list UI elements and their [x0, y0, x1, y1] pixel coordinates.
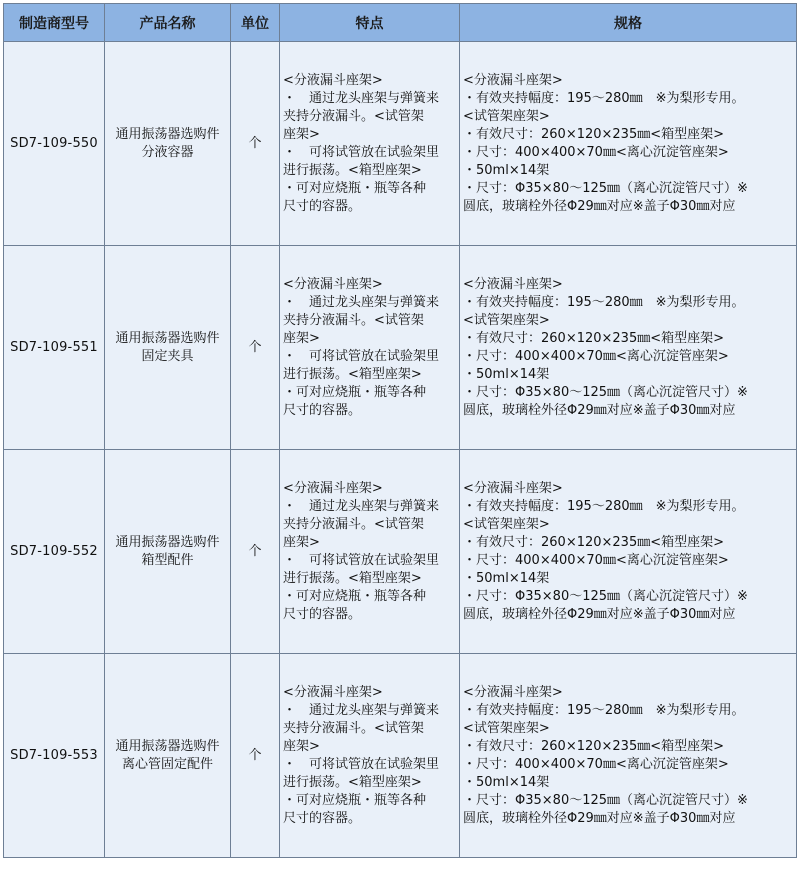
product-name-line2: 分液容器 [141, 144, 194, 160]
table-body [4, 42, 797, 858]
cell-model-code: SD7-109-553 [4, 654, 105, 858]
cell-features: <分液漏斗座架> ・ 通过龙头座架与弹簧来 夹持分液漏斗。<试管架 座架> ・ 可将试管放在试验架里 进行振荡。<箱型座架> ・可对应烧瓶・瓶等各种 尺寸的容器。 [280, 654, 460, 858]
table-row [4, 450, 797, 654]
product-name-line1: 通用振荡器选购件 [115, 534, 220, 550]
product-spec-table [3, 3, 797, 858]
header-features: 特点 [280, 4, 460, 42]
product-name-line1: 通用振荡器选购件 [115, 330, 220, 346]
cell-unit: 个 [231, 246, 280, 450]
cell-product-name [105, 450, 231, 654]
header-code: 制造商型号 [4, 4, 105, 42]
header-unit: 单位 [231, 4, 280, 42]
cell-unit: 个 [231, 450, 280, 654]
table-header [4, 4, 797, 42]
cell-unit: 个 [231, 42, 280, 246]
cell-product-name [105, 42, 231, 246]
header-row [4, 4, 797, 42]
cell-spec: <分液漏斗座架> ・有效夹持幅度：195～280㎜ ※为梨形专用。 <试管架座架> ・有效尺寸：260×120×235㎜<箱型座架> ・尺寸：400×400×70㎜<离心沉淀管座架> ・50ml×14架 ・尺寸：Φ35×80～125㎜（离心沉淀管尺寸）※ 圆底，玻璃栓外径Φ29㎜对应※盖子Φ30㎜对应 [460, 42, 797, 246]
cell-product-name [105, 654, 231, 858]
product-name-line2: 离心管固定配件 [121, 756, 213, 772]
header-name: 产品名称 [105, 4, 231, 42]
cell-spec: <分液漏斗座架> ・有效夹持幅度：195～280㎜ ※为梨形专用。 <试管架座架> ・有效尺寸：260×120×235㎜<箱型座架> ・尺寸：400×400×70㎜<离心沉淀管座架> ・50ml×14架 ・尺寸：Φ35×80～125㎜（离心沉淀管尺寸）※ 圆底，玻璃栓外径Φ29㎜对应※盖子Φ30㎜对应 [460, 450, 797, 654]
table-row [4, 654, 797, 858]
table-row [4, 246, 797, 450]
cell-model-code: SD7-109-552 [4, 450, 105, 654]
cell-features: <分液漏斗座架> ・ 通过龙头座架与弹簧来 夹持分液漏斗。<试管架 座架> ・ 可将试管放在试验架里 进行振荡。<箱型座架> ・可对应烧瓶・瓶等各种 尺寸的容器。 [280, 42, 460, 246]
cell-model-code: SD7-109-551 [4, 246, 105, 450]
product-name-line2: 箱型配件 [141, 552, 194, 568]
cell-spec: <分液漏斗座架> ・有效夹持幅度：195～280㎜ ※为梨形专用。 <试管架座架> ・有效尺寸：260×120×235㎜<箱型座架> ・尺寸：400×400×70㎜<离心沉淀管座架> ・50ml×14架 ・尺寸：Φ35×80～125㎜（离心沉淀管尺寸）※ 圆底，玻璃栓外径Φ29㎜对应※盖子Φ30㎜对应 [460, 246, 797, 450]
cell-spec: <分液漏斗座架> ・有效夹持幅度：195～280㎜ ※为梨形专用。 <试管架座架> ・有效尺寸：260×120×235㎜<箱型座架> ・尺寸：400×400×70㎜<离心沉淀管座架> ・50ml×14架 ・尺寸：Φ35×80～125㎜（离心沉淀管尺寸）※ 圆底，玻璃栓外径Φ29㎜对应※盖子Φ30㎜对应 [460, 654, 797, 858]
cell-features: <分液漏斗座架> ・ 通过龙头座架与弹簧来 夹持分液漏斗。<试管架 座架> ・ 可将试管放在试验架里 进行振荡。<箱型座架> ・可对应烧瓶・瓶等各种 尺寸的容器。 [280, 450, 460, 654]
product-name-line2: 固定夹具 [141, 348, 194, 364]
header-spec: 规格 [460, 4, 797, 42]
product-name-line1: 通用振荡器选购件 [115, 738, 220, 754]
cell-model-code: SD7-109-550 [4, 42, 105, 246]
table-row [4, 42, 797, 246]
product-name-line1: 通用振荡器选购件 [115, 126, 220, 142]
cell-product-name [105, 246, 231, 450]
cell-features: <分液漏斗座架> ・ 通过龙头座架与弹簧来 夹持分液漏斗。<试管架 座架> ・ 可将试管放在试验架里 进行振荡。<箱型座架> ・可对应烧瓶・瓶等各种 尺寸的容器。 [280, 246, 460, 450]
cell-unit: 个 [231, 654, 280, 858]
